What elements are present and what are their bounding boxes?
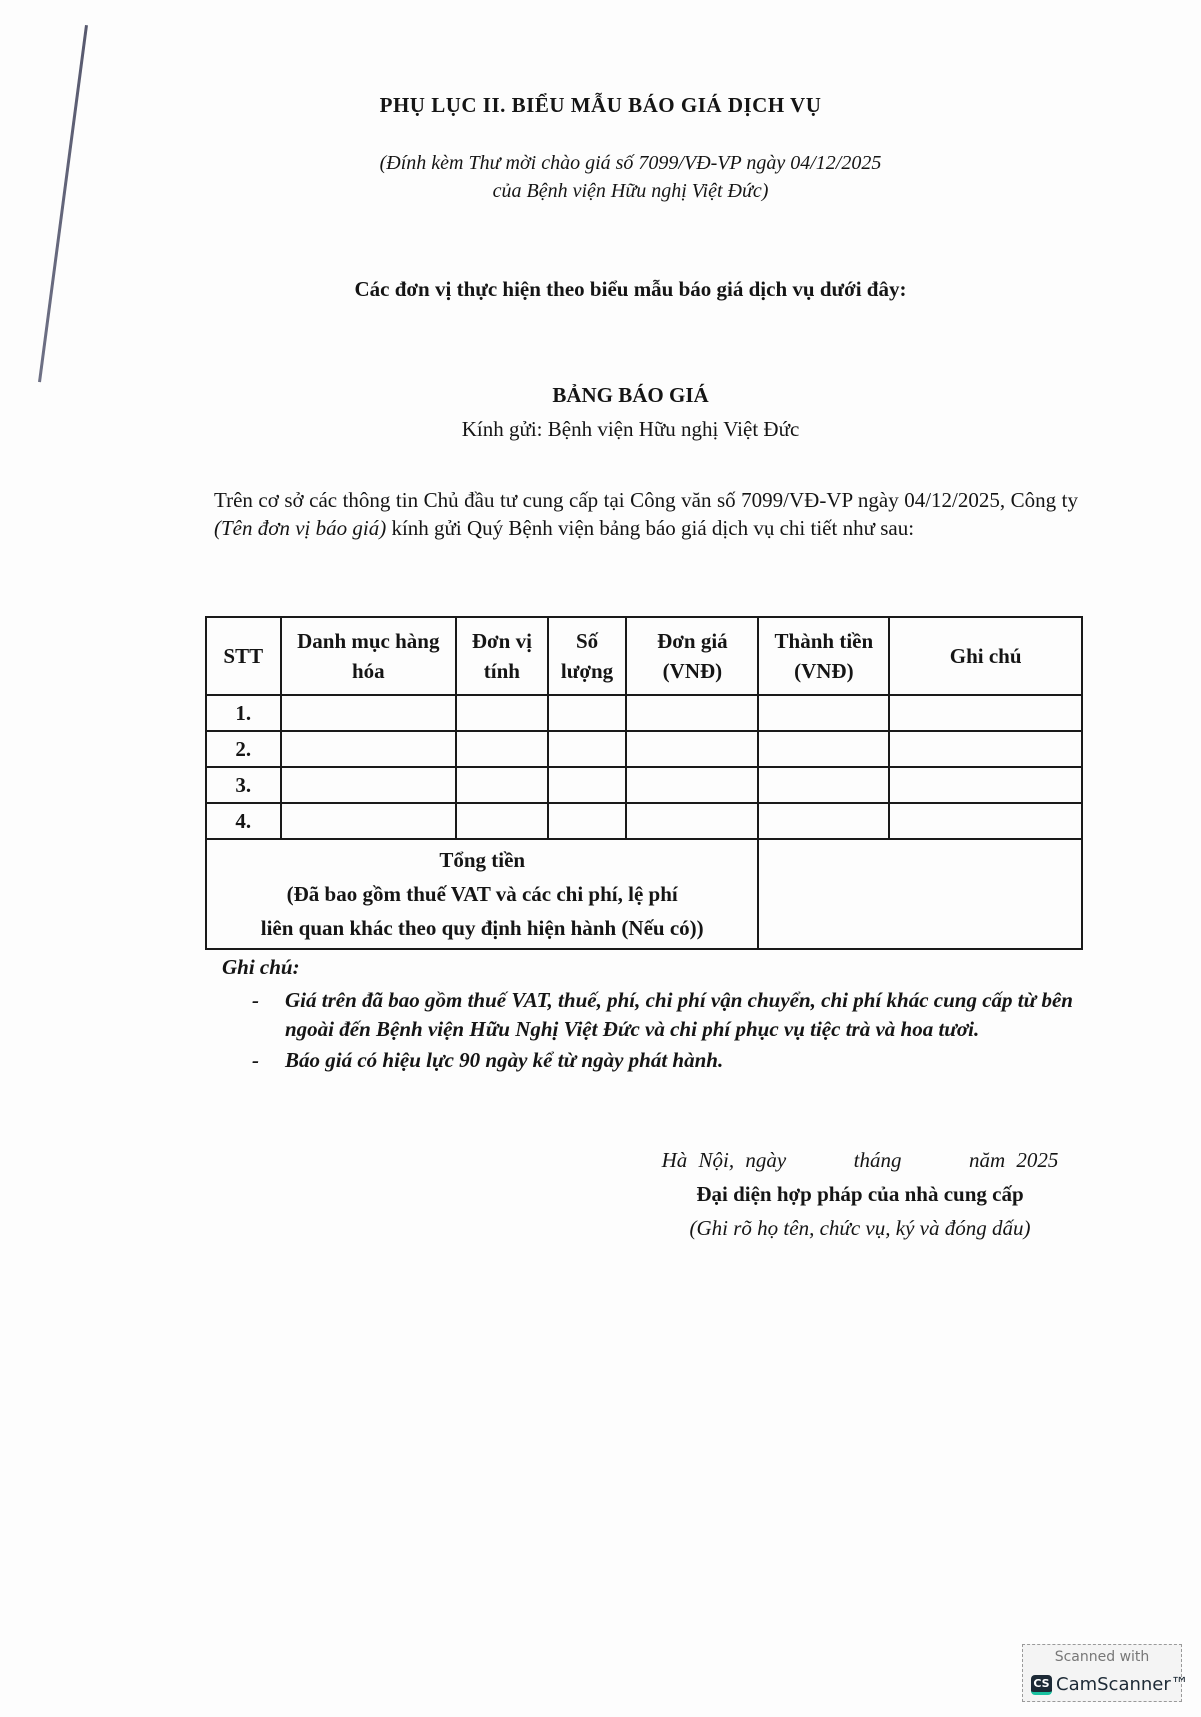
bullet-dash: - <box>252 988 259 1012</box>
total-label-cell <box>206 839 758 949</box>
cell-item[interactable] <box>281 695 457 731</box>
company-placeholder: (Tên đơn vị báo giá) <box>214 516 387 540</box>
header-quantity: Số lượng <box>548 617 627 695</box>
instruction-text: Các đơn vị thực hiện theo biểu mẫu báo giá dịch vụ dưới đây: <box>354 277 907 301</box>
header-item: Danh mục hàng hóa <box>281 617 457 695</box>
cell-amount[interactable] <box>758 803 889 839</box>
table-row <box>206 767 1082 803</box>
total-note-line1: (Đã bao gồm thuế VAT và các chi phí, lệ phí <box>286 882 678 906</box>
addressee: Kính gửi: Bệnh viện Hữu nghị Việt Đức <box>461 417 800 441</box>
bullet-dash: - <box>252 1048 259 1072</box>
notes-list <box>222 986 1092 1075</box>
header-amount: Thành tiền (VNĐ) <box>758 617 889 695</box>
table-row <box>206 731 1082 767</box>
total-row <box>206 839 1082 949</box>
total-label: Tổng tiền <box>439 848 526 872</box>
signature-instruction: (Ghi rõ họ tên, chức vụ, ký và đóng dấu) <box>689 1216 1031 1240</box>
note-text: Giá trên đã bao gồm thuế VAT, thuế, phí, chi phí vận chuyển, chi phí khác cung cấp từ bên ngoài đến Bệnh viện Hữu Nghị Việt Đức và chi phí phục vụ tiệc trà và hoa tươi. <box>285 988 1073 1041</box>
intro-paragraph <box>214 486 1078 542</box>
cell-unit-price[interactable] <box>626 731 758 767</box>
cell-unit[interactable] <box>456 767 548 803</box>
cell-amount[interactable] <box>758 767 889 803</box>
cell-unit[interactable] <box>456 695 548 731</box>
header-notes: Ghi chú <box>889 617 1082 695</box>
header-unit-price: Đơn giá (VNĐ) <box>626 617 758 695</box>
cell-item[interactable] <box>281 767 457 803</box>
watermark-brand: CamScanner™ <box>1056 1674 1189 1695</box>
header-stt: STT <box>206 617 281 695</box>
quote-title: BẢNG BÁO GIÁ <box>552 383 709 407</box>
cell-unit-price[interactable] <box>626 695 758 731</box>
quote-table <box>205 616 1083 950</box>
camscanner-logo-icon: CS <box>1031 1675 1052 1695</box>
header-unit: Đơn vị tính <box>456 617 548 695</box>
row-stt: 4. <box>206 803 281 839</box>
cell-quantity[interactable] <box>548 767 627 803</box>
intro-text-2: kính gửi Quý Bệnh viện bảng báo giá dịch vụ chi tiết như sau: <box>386 516 915 540</box>
cell-unit-price[interactable] <box>626 803 758 839</box>
note-item <box>222 1046 1092 1075</box>
cell-notes[interactable] <box>889 731 1082 767</box>
watermark-caption: Scanned with <box>1054 1649 1150 1665</box>
attachment-note-line1: (Đính kèm Thư mời chào giá số 7099/VĐ-VP ngày 04/12/2025 <box>379 152 882 174</box>
total-value-cell[interactable] <box>758 839 1082 949</box>
signature-place-date: Hà Nội, ngày tháng năm 2025 <box>661 1148 1059 1172</box>
cell-notes[interactable] <box>889 695 1082 731</box>
attachment-note-line2: của Bệnh viện Hữu nghị Việt Đức) <box>492 180 769 202</box>
cell-quantity[interactable] <box>548 695 627 731</box>
cell-amount[interactable] <box>758 731 889 767</box>
cell-notes[interactable] <box>889 767 1082 803</box>
cell-unit[interactable] <box>456 731 548 767</box>
row-stt: 2. <box>206 731 281 767</box>
note-text: Báo giá có hiệu lực 90 ngày kể từ ngày phát hành. <box>285 1048 724 1072</box>
cell-quantity[interactable] <box>548 731 627 767</box>
notes-heading: Ghi chú: <box>222 955 300 979</box>
notes-section <box>222 955 1092 1077</box>
table-header-row <box>206 617 1082 695</box>
signature-role: Đại diện hợp pháp của nhà cung cấp <box>696 1182 1024 1206</box>
row-stt: 1. <box>206 695 281 731</box>
table-row <box>206 803 1082 839</box>
cell-item[interactable] <box>281 803 457 839</box>
cell-unit[interactable] <box>456 803 548 839</box>
pen-mark <box>38 25 88 382</box>
row-stt: 3. <box>206 767 281 803</box>
document-title: PHỤ LỤC II. BIỂU MẪU BÁO GIÁ DỊCH VỤ <box>379 93 822 117</box>
cell-item[interactable] <box>281 731 457 767</box>
note-item <box>222 986 1092 1044</box>
cell-quantity[interactable] <box>548 803 627 839</box>
cell-unit-price[interactable] <box>626 767 758 803</box>
intro-text-1: Trên cơ sở các thông tin Chủ đầu tư cung cấp tại Công văn số 7099/VĐ-VP ngày 04/12/2025, Công ty <box>214 488 1078 512</box>
table-row <box>206 695 1082 731</box>
cell-amount[interactable] <box>758 695 889 731</box>
cell-notes[interactable] <box>889 803 1082 839</box>
total-note-line2: liên quan khác theo quy định hiện hành (Nếu có)) <box>260 916 704 940</box>
camscanner-watermark <box>1022 1644 1189 1702</box>
